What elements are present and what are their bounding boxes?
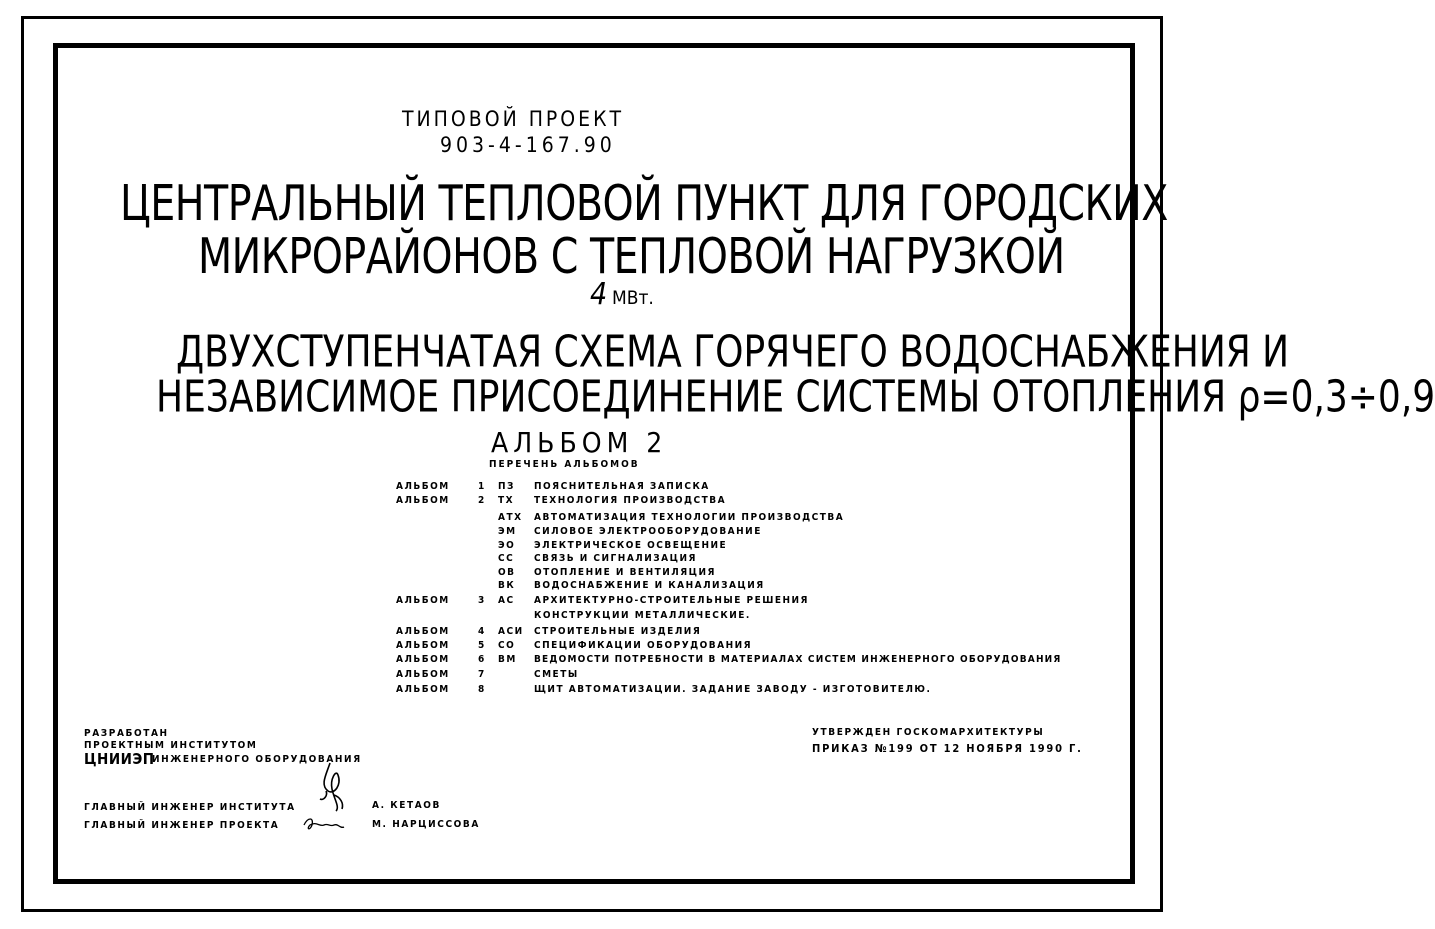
signature-name-1: А. КЕТАОВ	[372, 800, 442, 811]
signature-role-2: ГЛАВНЫЙ ИНЖЕНЕР ПРОЕКТА	[84, 820, 280, 831]
title-line-3: ДВУХСТУПЕНЧАТАЯ СХЕМА ГОРЯЧЕГО ВОДОСНАБЖЕНИЯ И	[176, 327, 1290, 378]
load-value: 4	[590, 277, 608, 312]
signature-role-1: ГЛАВНЫЙ ИНЖЕНЕР ИНСТИТУТА	[84, 802, 296, 813]
album-list-title: ПЕРЕЧЕНЬ АЛЬБОМОВ	[489, 459, 640, 470]
load-unit: МВт.	[612, 287, 654, 309]
approval-line-2: ПРИКАЗ №199 ОТ 12 НОЯБРЯ 1990 Г.	[812, 742, 1083, 755]
developer-line-2: ПРОЕКТНЫМ ИНСТИТУТОМ	[84, 740, 258, 751]
project-type-label: ТИПОВОЙ ПРОЕКТ	[402, 107, 625, 131]
title-line-4: НЕЗАВИСИМОЕ ПРИСОЕДИНЕНИЕ СИСТЕМЫ ОТОПЛЕНИЯ ρ=0,3÷0,9	[156, 372, 1435, 423]
developer-org-desc: ИНЖЕНЕРНОГО ОБОРУДОВАНИЯ	[152, 754, 362, 765]
album-label: АЛЬБОМ 2	[491, 426, 668, 459]
title-line-2: МИКРОРАЙОНОВ С ТЕПЛОВОЙ НАГРУЗКОЙ	[198, 228, 1065, 286]
project-number: 903-4-167.90	[440, 133, 616, 157]
developer-org: ЦНИИЭП	[84, 750, 155, 768]
title-line-1: ЦЕНТРАЛЬНЫЙ ТЕПЛОВОЙ ПУНКТ ДЛЯ ГОРОДСКИХ	[120, 175, 1168, 233]
approval-line-1: УТВЕРЖДЕН ГОСКОМАРХИТЕКТУРЫ	[812, 727, 1045, 738]
signature-name-2: М. НАРЦИССОВА	[372, 819, 480, 830]
developer-line-1: РАЗРАБОТАН	[84, 728, 169, 739]
handwritten-signatures	[290, 755, 370, 840]
